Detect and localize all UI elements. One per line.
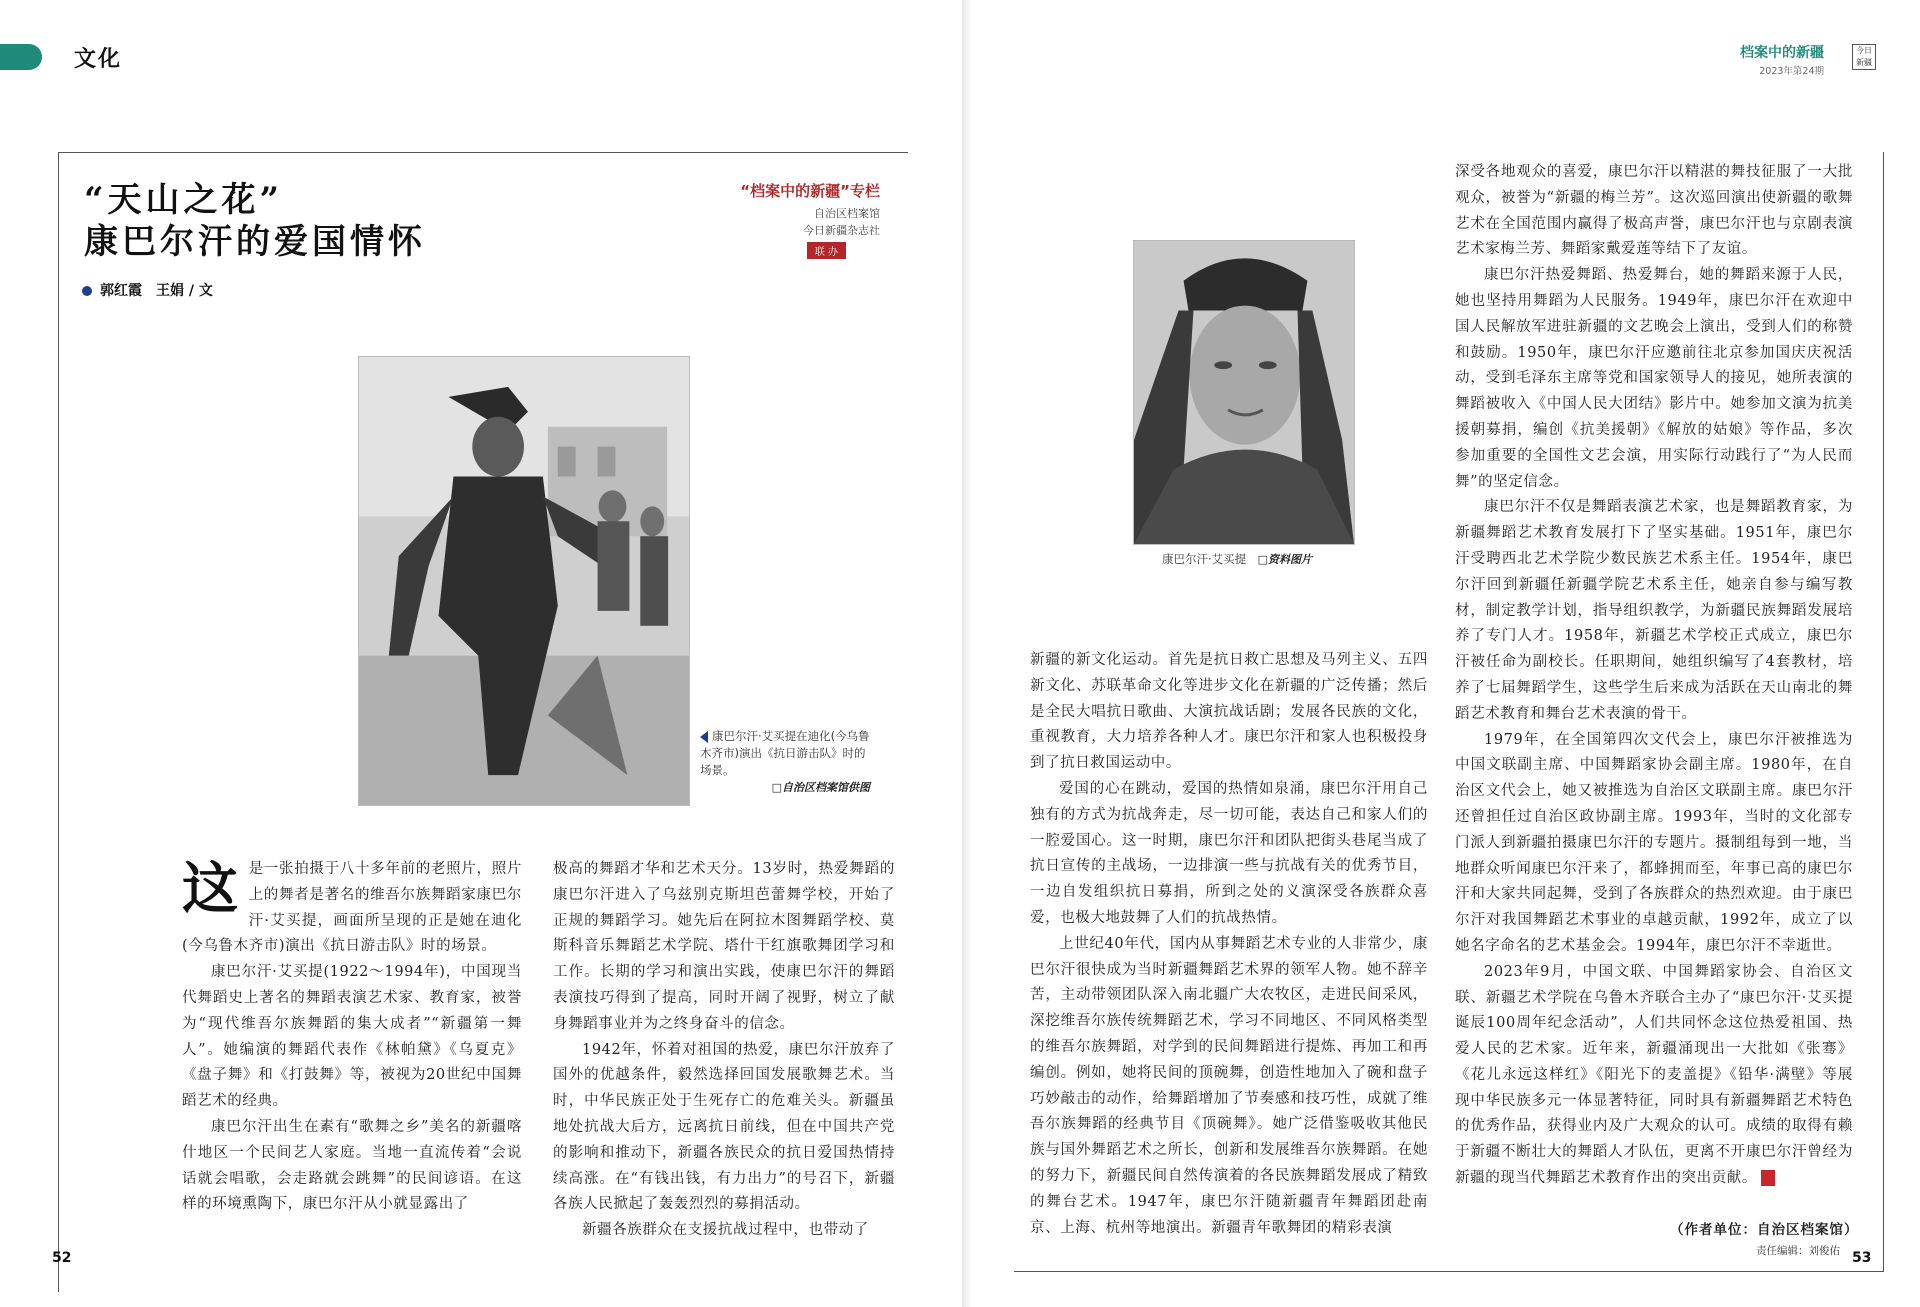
magazine-name: 档案中的新疆 bbox=[1740, 45, 1824, 61]
body-paragraph: 康巴尔汗出生在素有“歌舞之乡”美名的新疆喀什地区一个民间艺人家庭。当地一直流传着“会说话就会唱歌，会走路就会跳舞”的民间谚语。在这样的环境熏陶下，康巴尔汗从小就显露出了 bbox=[182, 1118, 522, 1213]
article-end-mark-icon: J bbox=[1761, 1170, 1775, 1186]
byline-text: 郭红霞 王娟 / 文 bbox=[100, 283, 213, 299]
body-paragraph: 康巴尔汗热爱舞蹈、热爱舞台，她的舞蹈来源于人民，她也坚持用舞蹈为人民服务。1949年，康巴尔汗在欢迎中国人民解放军进驻新疆的文艺晚会上演出，受到人们的称赞和鼓励。1950年，康巴尔汗应邀前往北京参加国庆庆祝活动，受到毛泽东主席等党和国家领导人的接见，她所表演的舞蹈被收入《中国人民大团结》影片中。她参加文演为抗美援朝募捐，编创《抗美援朝》《解放的姑娘》等作品，多次参加重要的全国性文艺会演，用实际行动践行了“为人民而舞”的坚定信念。 bbox=[1455, 267, 1853, 490]
body-column-3 bbox=[1030, 648, 1428, 1241]
page-number-right: 53 bbox=[1852, 1250, 1872, 1266]
left-photo-credit: □自治区档案馆供图 bbox=[771, 781, 870, 794]
paragraph-text: 是一张拍摄于八十多年前的老照片，照片上的舞者是著名的维吾尔族舞蹈家康巴尔汗·艾买提，画面所呈现的正是她在迪化(今乌鲁木齐市)演出《抗日游击队》时的场景。 bbox=[182, 861, 522, 955]
body-column-1 bbox=[182, 857, 522, 1218]
paragraph-text: 2023年9月，中国文联、中国舞蹈家协会、自治区文联、新疆艺术学院在乌鲁木齐联合主办了“康巴尔汗·艾买提诞辰100周年纪念活动”，人们共同怀念这位热爱祖国、热爱人民的艺术家。近年来，新疆涌现出一大批如《张骞》《花儿永远这样红》《阳光下的麦盖提》《铅华·满壁》等展现中华民族多元一体显著特征，同时具有新疆舞蹈艺术特色的优秀作品，获得业内及广大观众的认可。成绩的取得有赖于新疆不断壮大的舞蹈人才队伍，更离不开康巴尔汗曾经为新疆的现当代舞蹈艺术教育作出的突出贡献。 bbox=[1455, 963, 1853, 1187]
body-paragraph: 新疆各族群众在支援抗战过程中，也带动了 bbox=[582, 1222, 869, 1239]
body-column-4 bbox=[1455, 160, 1853, 1192]
byline-bullet-icon bbox=[82, 286, 92, 296]
right-photo-caption-text: 康巴尔汗·艾买提 bbox=[1162, 552, 1247, 566]
right-photo-credit: □资料图片 bbox=[1257, 553, 1313, 566]
article-title-line2: 康巴尔汗的爱国情怀 bbox=[84, 222, 426, 262]
author-unit: （作者单位：自治区档案馆） bbox=[1670, 1222, 1859, 1238]
section-tab-marker bbox=[0, 44, 42, 70]
column-name: “档案中的新疆”专栏 bbox=[740, 182, 880, 200]
body-paragraph bbox=[182, 857, 522, 960]
column-org1: 自治区档案馆 bbox=[814, 207, 880, 220]
caption-pointer-icon bbox=[700, 731, 708, 743]
body-column-2 bbox=[553, 857, 895, 1244]
portrait-photo bbox=[1133, 240, 1355, 545]
page-number-left: 52 bbox=[52, 1250, 72, 1266]
magazine-header bbox=[1740, 42, 1824, 77]
left-photo-credit-wrap bbox=[700, 779, 870, 796]
body-paragraph: 1942年，怀着对祖国的热爱，康巴尔汗放弃了国外的优越条件，毅然选择回国发展歌舞艺术。当时，中华民族正处于生死存亡的危难关头。新疆虽地处抗战大后方，远离抗日前线，但在中国共产党的影响和推动下，新疆各族民众的抗日爱国热情持续高涨。在“有钱出钱，有力出力”的号召下，新疆各族人民掀起了轰轰烈烈的募捐活动。 bbox=[553, 1041, 895, 1213]
page-gutter bbox=[962, 0, 970, 1307]
drop-cap: 这 bbox=[182, 856, 239, 922]
article-title-line1: “天山之花” bbox=[84, 180, 284, 220]
column-box bbox=[700, 180, 880, 259]
byline bbox=[82, 280, 213, 300]
dancer-archival-photo bbox=[358, 356, 690, 806]
left-photo-caption bbox=[700, 728, 870, 796]
column-badge: 联 办 bbox=[807, 242, 846, 259]
body-paragraph bbox=[1455, 960, 1853, 1192]
body-paragraph: 深受各地观众的喜爱，康巴尔汗以精湛的舞技征服了一大批观众，被誉为“新疆的梅兰芳”。这次巡回演出使新疆的歌舞艺术在全国范围内赢得了极高声誉，康巴尔汗也与京剧表演艺术家梅兰芳、舞蹈家戴爱莲等结下了友谊。 bbox=[1455, 164, 1853, 258]
body-paragraph: 爱国的心在跳动，爱国的热情如泉涌，康巴尔汗用自己独有的方式为抗战奔走，尽一切可能，表达自己和家人们的一腔爱国心。这一时期，康巴尔汗和团队把街头巷尾当成了抗日宣传的主战场，一边排演一些与抗战有关的优秀节目，一边自发组织抗日募捐，所到之处的义演深受各族群众喜爱，也极大地鼓舞了人们的抗战热情。 bbox=[1030, 780, 1428, 926]
body-paragraph: 新疆的新文化运动。首先是抗日救亡思想及马列主义、五四新文化、苏联革命文化等进步文化在新疆的广泛传播；然后是全民大唱抗日歌曲、大演抗战话剧；发展各民族的文化，重视教育，大力培养各种人才。康巴尔汗和家人也积极投身到了抗日救国运动中。 bbox=[1030, 652, 1428, 772]
body-paragraph: 康巴尔汗不仅是舞蹈表演艺术家，也是舞蹈教育家，为新疆舞蹈艺术教育发展打下了坚实基础。1951年，康巴尔汗受聘西北艺术学院少数民族艺术系主任。1954年，康巴尔汗回到新疆任新疆学院艺术系主任，她亲自参与编写教材，制定教学计划，指导组织教学，为新疆民族舞蹈发展培养了专门人才。1958年，新疆艺术学校正式成立，康巴尔汗被任命为副校长。任职期间，她组织编写了4套教材，培养了七届舞蹈学生，这些学生后来成为活跃在天山南北的舞蹈艺术教育和舞台艺术表演的骨干。 bbox=[1455, 499, 1853, 722]
column-org2: 今日新疆杂志社 bbox=[803, 224, 880, 237]
left-photo-caption-text: 康巴尔汗·艾买提在迪化(今乌鲁木齐市)演出《抗日游击队》时的场景。 bbox=[700, 729, 870, 777]
body-paragraph: 极高的舞蹈才华和艺术天分。13岁时，热爱舞蹈的康巴尔汗进入了乌兹别克斯坦芭蕾舞学校，开始了正规的舞蹈学习。她先后在阿拉木图舞蹈学校、莫斯科音乐舞蹈艺术学院、塔什干红旗歌舞团学习和工作。长期的学习和演出实践，使康巴尔汗的舞蹈表演技巧得到了提高，同时开阔了视野，树立了献身舞蹈事业并为之终身奋斗的信念。 bbox=[553, 861, 895, 1032]
magazine-issue: 2023年第24期 bbox=[1759, 66, 1824, 77]
section-label: 文化 bbox=[74, 47, 123, 72]
body-paragraph: 1979年，在全国第四次文代会上，康巴尔汗被推选为中国文联副主席、中国舞蹈家协会副主席。1980年，在自治区文代会上，她又被推选为自治区文联副主席。康巴尔汗还曾担任过自治区政协副主席。1993年，当时的文化部专门派人到新疆拍摄康巴尔汗的专题片。摄制组每到一地，当地群众听闻康巴尔汗来了，都蜂拥而至，年事已高的康巴尔汗和大家共同起舞，受到了各族群众的热烈欢迎。由于康巴尔汗对我国舞蹈艺术事业的卓越贡献，1992年，成立了以她名字命名的艺术基金会。1994年，康巴尔汗不幸逝世。 bbox=[1455, 731, 1853, 954]
magazine-logo: 今日新疆 bbox=[1852, 44, 1876, 70]
right-photo-caption bbox=[1162, 551, 1392, 568]
body-paragraph: 上世纪40年代，国内从事舞蹈艺术专业的人非常少，康巴尔汗很快成为当时新疆舞蹈艺术界的领军人物。她不辞辛苦，主动带领团队深入南北疆广大农牧区，走进民间采风，深挖维吾尔族传统舞蹈艺术，学习不同地区、不同风格类型的维吾尔族舞蹈，对学到的民间舞蹈进行提炼、再加工和再编创。例如，她将民间的顶碗舞，创造性地加入了碗和盘子巧妙敲击的动作，给舞蹈增加了节奏感和技巧性，成就了维吾尔族舞蹈的经典节目《顶碗舞》。她广泛借鉴吸收其他民族与国外舞蹈艺术之所长，创新和发展维吾尔族舞蹈。在她的努力下，新疆民间自然传演着的各民族舞蹈发展成了精致的舞台艺术。1947年，康巴尔汗随新疆青年舞蹈团赴南京、上海、杭州等地演出。新疆青年歌舞团的精彩表演 bbox=[1030, 935, 1428, 1236]
body-paragraph: 康巴尔汗·艾买提(1922～1994年)，中国现当代舞蹈史上著名的舞蹈表演艺术家、教育家，被誉为“现代维吾尔族舞蹈的集大成者”“新疆第一舞人”。她编演的舞蹈代表作《林帕黛》《乌夏克》《盘子舞》和《打鼓舞》等，被视为20世纪中国舞蹈艺术的经典。 bbox=[182, 964, 522, 1110]
responsible-editor: 责任编辑：刘俊佑 bbox=[1756, 1245, 1840, 1257]
